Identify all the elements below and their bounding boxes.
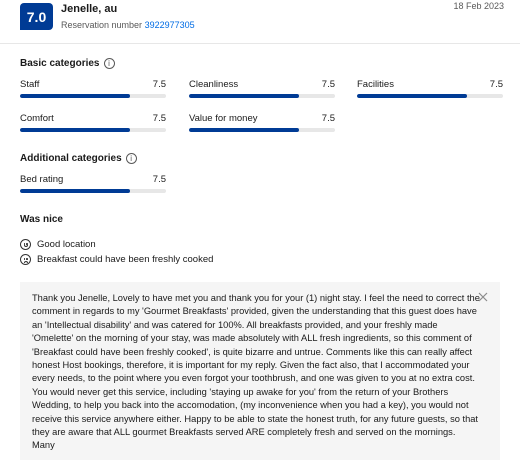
additional-categories-label: Additional categories [20,153,122,164]
rating-value: 7.5 [152,79,166,90]
rating-bar-fill [189,94,299,98]
close-icon[interactable] [478,292,488,302]
reservation-number-link[interactable]: 3922977305 [144,20,195,30]
host-response-text: Thank you Jenelle, Lovely to have met you and thank you for your (1) night stay. I feel the need to correct the comment in regards to my 'Gourmet Breakfasts' provided, given the understanding that this guest does have an 'Intellectual disability' and was catered for 100%. All breakfasts provided, and your freshly made 'Omelette' on the morning of your stay, was made absolutely with ALL fresh ingredients, so this comment of 'Breakfast could have been freshly cooked', is quite bizarre and untrue. Comments like this can really affect honest Host bookings, therefore, it is important for my reply. Given the fact also, that I accommodated your every needs, to the point where you even forgot your toothbrush, and one was given to you at no extra cost. You would never get this service, including 'staying up awake for you' from the return of your Brothers Wedding, to help you back into the accomodation, (my inconvenience when you had a key), you would not receive this service anywhere either. Happy to be able to state the honest truth, for any future guests, so that they are aware that ALL gourmet Breakfasts served ARE completely fresh and served on the mornings. Many [32,293,480,451]
info-icon[interactable]: i [104,58,115,69]
rating-label: Staff [20,79,40,90]
rating-label: Facilities [357,79,394,90]
rating-bar-fill [20,189,130,193]
header-divider [0,43,520,44]
rating-bar-fill [20,128,130,132]
additional-categories-title [20,153,137,164]
score-badge: 7.0 [20,3,53,30]
rating-bar [189,128,335,132]
negative-feedback [20,254,213,265]
was-nice-title: Was nice [20,214,63,225]
rating-value: 7.5 [321,113,335,124]
positive-feedback-text: Good location [37,239,96,250]
reservation-info [61,20,195,30]
review-date: 18 Feb 2023 [453,1,504,11]
rating-value: 7.5 [321,79,335,90]
basic-categories-label: Basic categories [20,58,100,69]
rating-bar [357,94,503,98]
host-response-box [20,282,500,460]
reservation-label: Reservation number [61,20,143,30]
rating-bar [20,128,166,132]
rating-label: Comfort [20,113,54,124]
positive-feedback [20,239,96,250]
rating-label: Bed rating [20,174,64,185]
reviewer-name: Jenelle, au [61,3,118,15]
smiley-icon [20,239,31,250]
rating-bar-fill [357,94,467,98]
rating-bar [20,94,166,98]
rating-label: Value for money [189,113,258,124]
rating-label: Cleanliness [189,79,239,90]
rating-bar-fill [20,94,130,98]
rating-value: 7.5 [152,113,166,124]
rating-value: 7.5 [152,174,166,185]
rating-bar [189,94,335,98]
negative-feedback-text: Breakfast could have been freshly cooked [37,254,214,265]
sad-face-icon [20,254,31,265]
rating-bar [20,189,166,193]
basic-categories-title [20,58,115,69]
rating-value: 7.5 [489,79,503,90]
rating-bar-fill [189,128,299,132]
info-icon[interactable]: i [126,153,137,164]
